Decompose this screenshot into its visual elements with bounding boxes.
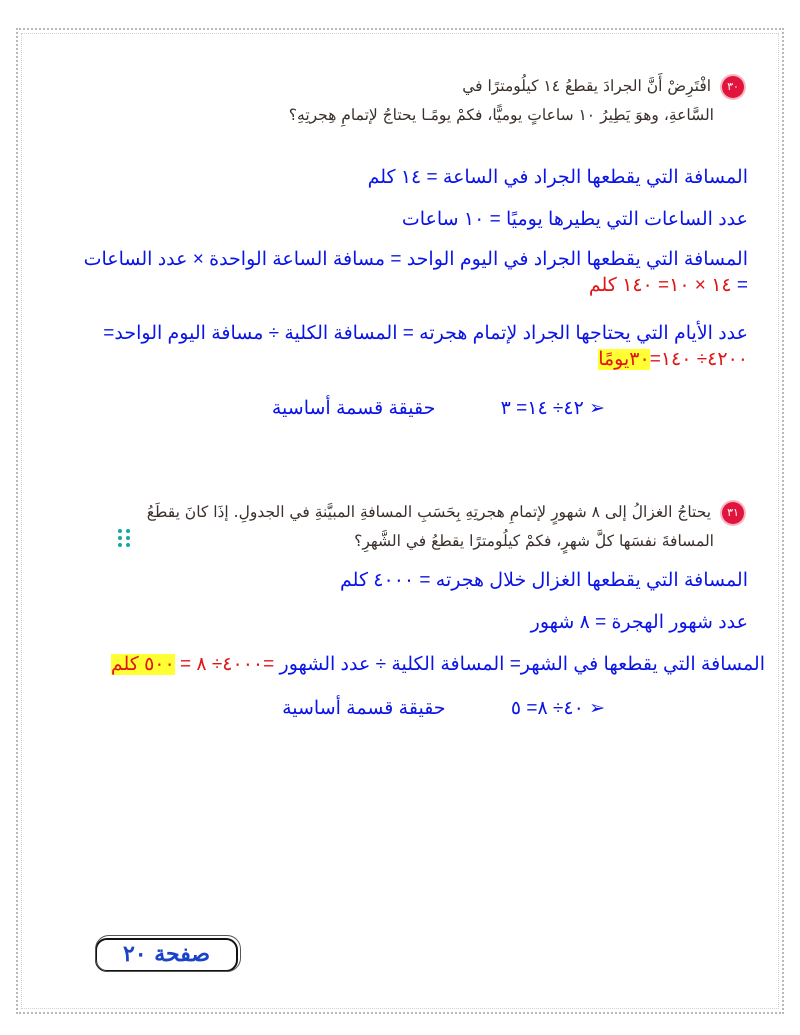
problem-30 (84, 76, 744, 124)
answer-line: عدد الساعات التي يطيرها يوميًا = ١٠ ساعات (401, 209, 748, 230)
answer-result: ١٤ × ١٠= ١٤٠ كلم (588, 275, 732, 296)
problem-number-badge: ٣٠ (722, 76, 744, 98)
answer-line: المسافة التي يقطعها الجراد في اليوم الواحد = مسافة الساعة الواحدة × عدد الساعات (83, 249, 748, 270)
answer-31 (45, 569, 765, 676)
answer-final-highlight: ٥٠٠ كلم (110, 654, 175, 675)
problem-text-line: يحتاجُ الغزالُ إلى ٨ شهورٍ لإتمامِ هجرتِهِ بِحَسَبِ المسافةِ المبيَّنةِ في الجدولِ. إذَا كانَ يقطَعُ (146, 503, 712, 521)
answer-equals: = (736, 275, 748, 296)
division-fact-31 (282, 697, 605, 720)
answer-line: المسافة التي يقطعها في الشهر= المسافة الكلية ÷ عدد الشهور (279, 654, 765, 675)
answer-final-highlight: ٣٠يومًا (598, 349, 650, 370)
dot-pattern-icon (118, 529, 132, 549)
fact-equation: ➢ ٤٢÷ ١٤= ٣ (500, 398, 605, 419)
problem-text-line: السَّاعةِ، وهوَ يَطِيرُ ١٠ ساعاتٍ يوميًّا، فكمْ يومًـا يحتاجُ لإتمامِ هِجرتِهِ؟ (288, 106, 714, 124)
problem-text-line: المسافةَ نفسَها كلَّ شهرٍ، فكمْ كيلُومترًا يقطعُ في الشَّهرِ؟ (354, 532, 714, 550)
answer-calculation: ٤٢٠٠÷ ١٤٠= (649, 349, 748, 370)
page-number-badge (95, 938, 238, 972)
problem-31 (84, 502, 744, 550)
answer-line: عدد شهور الهجرة = ٨ شهور (530, 612, 748, 633)
page-number-label: صفحة ٢٠ (122, 941, 211, 967)
division-fact-30 (272, 397, 605, 420)
answer-line: المسافة التي يقطعها الجراد في الساعة = ١٤ كلم (367, 167, 748, 188)
fact-label: حقيقة قسمة أساسية (282, 698, 446, 719)
fact-label: حقيقة قسمة أساسية (271, 398, 436, 419)
answer-calculation: =٤٠٠٠÷ ٨ = (179, 654, 275, 675)
problem-number-badge: ٣١ (722, 502, 744, 524)
answer-line: المسافة التي يقطعها الغزال خلال هجرته = ٤٠٠٠ كلم (340, 570, 748, 591)
problem-text-line: افْتَرِضْ أَنَّ الجرادَ يقطعُ ١٤ كيلُومترًا في (462, 77, 712, 95)
answer-line: عدد الأيام التي يحتاجها الجراد لإتمام هجرته = المسافة الكلية ÷ مسافة اليوم الواحد= (103, 323, 748, 344)
answer-30 (48, 166, 748, 371)
fact-equation: ➢ ٤٠÷ ٨= ٥ (510, 698, 605, 719)
